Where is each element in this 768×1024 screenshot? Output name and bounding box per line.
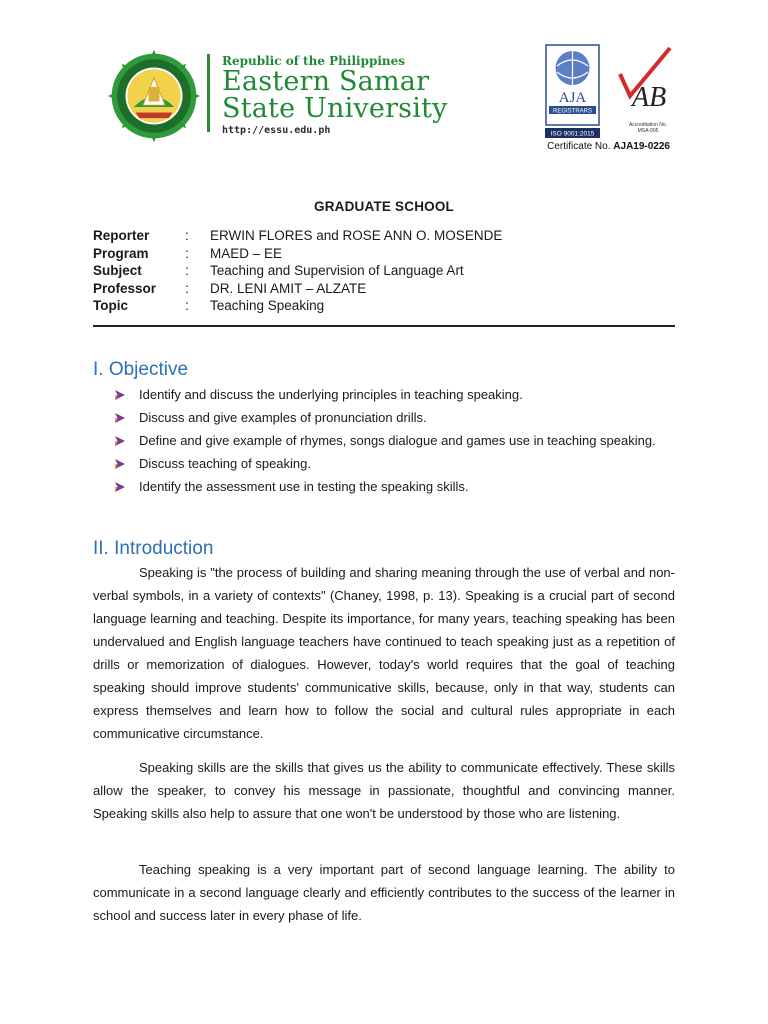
info-key: Subject (93, 263, 142, 278)
info-key: Topic (93, 298, 128, 313)
aja-sub-label: REGISTRARS (552, 108, 593, 115)
aja-label: AJA (558, 90, 587, 106)
university-seal-logo (108, 50, 200, 142)
objective-text: Identify the assessment use in testing the speaking skills. (139, 479, 469, 494)
university-name-line2: State University (222, 93, 448, 124)
arrow-bullet-icon (114, 389, 126, 401)
info-key: Professor (93, 280, 157, 296)
accreditation-mark: AB (632, 82, 667, 113)
info-value: ERWIN FLORES and ROSE ANN O. MOSENDE (210, 228, 503, 243)
list-item (93, 383, 675, 406)
horizontal-rule (93, 325, 675, 327)
certificate-line (500, 141, 670, 152)
university-name-block (222, 54, 448, 136)
republic-label: Republic of the Philippines (222, 54, 406, 68)
info-value: MAED – EE (210, 245, 283, 261)
university-name-line1: Eastern Samar (222, 66, 430, 97)
objective-heading: I. Objective (93, 359, 189, 380)
intro-paragraph-2: Speaking skills are the skills that gives us the ability to communicate effectively. These skills allow the speaker, to convey his message in passionate, thoughtful and convincing manner. Speaking skills also help to assure that one won't be understood by those who are listening. (93, 760, 675, 821)
header-divider (207, 54, 210, 132)
info-colon: : (185, 298, 189, 313)
info-colon: : (185, 228, 189, 243)
list-item (93, 429, 675, 452)
objective-text: Discuss teaching of speaking. (139, 456, 311, 471)
accreditation-logo (612, 44, 678, 136)
arrow-bullet-icon (114, 481, 126, 493)
list-item (93, 406, 675, 429)
page-title: GRADUATE SCHOOL (314, 199, 454, 214)
iso-label: ISO 9001:2015 (550, 130, 595, 138)
arrow-bullet-icon (114, 435, 126, 447)
accreditation-label: Accreditation No. (628, 122, 668, 128)
info-value: Teaching and Supervision of Language Art (210, 263, 464, 278)
university-url: http://essu.edu.ph (222, 125, 331, 136)
info-value: DR. LENI AMIT – ALZATE (210, 280, 367, 296)
list-item (93, 452, 675, 475)
info-value: Teaching Speaking (210, 298, 325, 313)
certificate-number: AJA19-0226 (613, 141, 670, 152)
info-colon: : (185, 263, 189, 278)
accreditation-number: MSA-005 (637, 128, 659, 134)
info-key: Program (93, 245, 149, 261)
arrow-bullet-icon (114, 412, 126, 424)
objective-list (93, 383, 675, 498)
info-colon: : (185, 280, 189, 296)
list-item (93, 475, 675, 498)
info-colon: : (185, 245, 189, 261)
arrow-bullet-icon (114, 458, 126, 470)
introduction-heading: II. Introduction (93, 538, 214, 559)
certificate-label: Certificate No. (547, 141, 611, 152)
objective-text: Identify and discuss the underlying principles in teaching speaking. (139, 387, 523, 402)
info-key: Reporter (93, 228, 150, 243)
intro-paragraph-1: Speaking is "the process of building and sharing meaning through the use of verbal and non-verbal symbols, in a variety of contexts" (Chaney, 1998, p. 13). Speaking is a crucial part of second language learning and teaching. Despite its importance, for many years, teaching speaking has been undervalued and English language teachers have continued to teach speaking just as a repetition of drills or memorization of dialogues. However, today's world requires that the goal of teaching speaking should improve students' communicative skills, because, only in that way, students can express themselves and learn how to follow the social and cultural rules appropriate in each communicative circumstance. (93, 565, 675, 741)
objective-text: Define and give example of rhymes, songs dialogue and games use in teaching speaking. (139, 433, 656, 448)
aja-registrars-logo (545, 44, 600, 138)
intro-paragraph-3: Teaching speaking is a very important part of second language learning. The ability to communicate in a second language clearly and efficiently contributes to the success of the learner in school and success later in every phase of life. (93, 862, 675, 923)
objective-text: Discuss and give examples of pronunciation drills. (139, 410, 427, 425)
